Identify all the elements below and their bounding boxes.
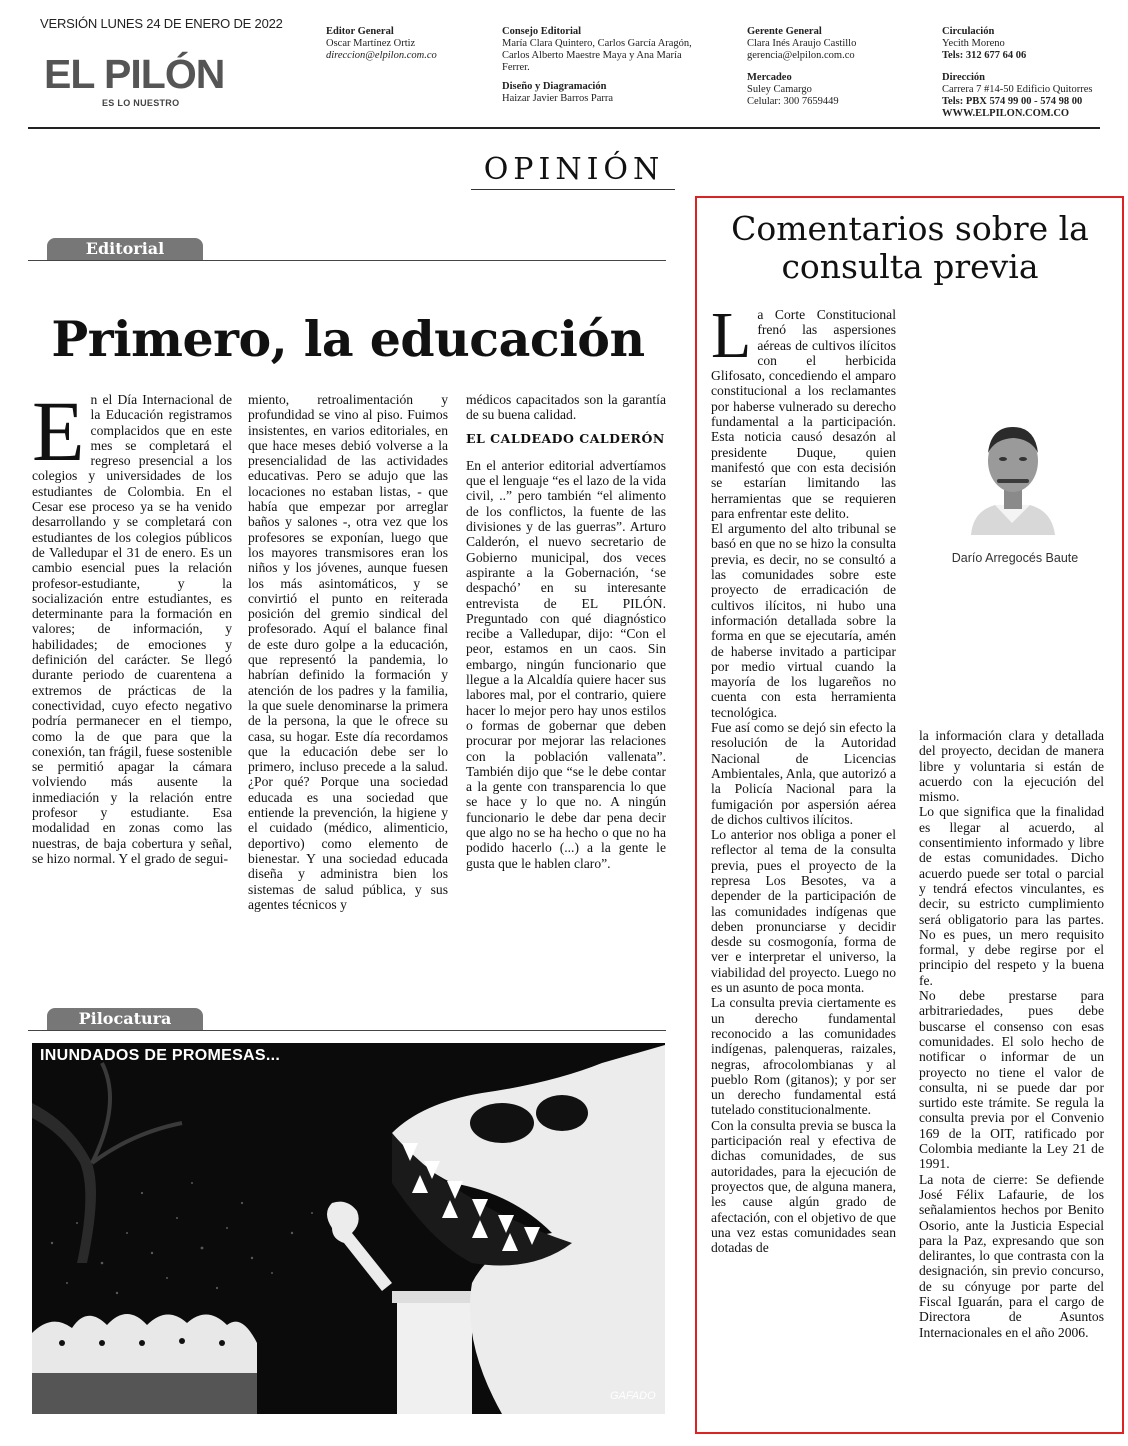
masthead-heading: Consejo Editorial [502,26,582,37]
author-photo [965,413,1060,535]
editorial-column-2 [248,392,448,912]
editorial-text: n el Día Internacional de la Educación registramos complacidos que en este mes se completará el regreso presencial a los colegios y universidades de los estudiantes de Colombia. En el Cesar ese proceso ya se ha venido desarrollando y se completará con estudiantes de los colegios públicos de Valledupar el 31 de enero. Es un cambio esencial pues la relación profesor-estudiante, y la socialización entre estudiantes, es determinante para la formación en valores; de información, y habilidades; de emociones y definición del carácter. Se llegó durante periodo de cuarentena a extremos de prácticas de la conectividad, cuyo efecto negativo podría permanecer en el tiempo, como la de que para que la conexión, tan frágil, fuese sostenible se permitió apagar la cámara volviendo más ausente la inmediación y la relación entre profesor y estudiante. Esa modalidad en zonas como las nuestras, de baja cobertura y señal, se hizo normal. Y el grado de segui- [32,392,232,866]
editorial-column-1 [32,383,232,866]
editorial-text: miento, retroalimentación y profundidad se vino al piso. Fuimos insistentes, en varios editoriales, en que hace meses debió volverse a la presencialidad de las actividades educativas. Pero se adujo que las locaciones no estaban listas, - que había que empezar por arreglar baños y salones -, otra vez que los profesores se exponían, luego que los mayores transmisores eran los niños y los jóvenes, aunque fuesen los más asintomáticos, y se convirtió el punto en reiterada posición del gremio sindical del profesorado. Aquí el balance final de este duro golpe a la educación, que representó la pandemia, lo habrían definido la formación y atención de los padres y la familia, la que suele denominarse la primera de la persona, la que le ofrece su casa, su hogar. Este día recordamos que la educación debe ser lo primero, incluso precede a la salud. ¿Por qué? Porque una sociedad educada es una sociedad que entiende la prevención, la higiene y el cuidado (médico, alimenticio, deportivo) como elemento de bienestar. Y una sociedad educada diseña y administra bien los sistemas de salud pública, y sus agentes técnicos y [248,392,448,912]
masthead-heading: Gerente General [747,26,822,37]
section-title: OPINIÓN [483,152,665,187]
author-name: Darío Arregocés Baute [951,551,1079,565]
masthead-editor [326,26,491,62]
editorial-tab: Editorial [47,238,203,260]
cartoon-signature: GAFADO [610,1390,656,1402]
masthead-circulation [942,26,1122,120]
column-paragraph: a Corte Constitucional frenó las aspersiones aéreas de cultivos ilícitos con el herbicida Glifosato, concediendo el amparo constitucional a los reclamantes por haberse vulnerado su derecho fundamental a la participación. Esta noticia causó desazón al presidente Duque, quien manifestó que con esta decisión se estarían limitando las herramientas que se requieren para enfrentar este delito. [711,307,896,521]
editorial-text: En el anterior editorial advertíamos que el lenguaje “es el lazo de la vida civil, ..” pero también “el alimento de los conflictos, la fuente de las divisiones y de las guerras”. Arturo Calderón, el nuevo secretario de Gobierno municipal, dos veces aspirante a la Gobernación, ‘se despachó’ en su interesante entrevista de EL PILÓN. Preguntado con qué diagnóstico recibe a Valledupar, dijo: “Con el peor, estamos en un caos. Sin embargo, ningún funcionario que llegue a la Alcaldía quiere hacer sus labores mal, por el contrario, quiere hacer lo mejor pero hay unos estilos o formas de gobernar que deben procurar por mejorar las relaciones con la población vallenata”. También dijo que “se le debe contar a la gente con transparencia lo que se hace y lo que no. A ningún funcionario le debe dar pena decir que algo no se ha hecho o que no ha podido hacerlo (...) a la gente le gusta que le hablen claro”. [466,457,666,871]
section-rule [471,189,675,190]
editor-email-link[interactable]: direccion@elpilon.com.co [326,50,437,61]
manager-email-link[interactable]: gerencia@elpilon.com.co [747,50,855,61]
masthead-heading: Editor General [326,26,394,37]
column-paragraph: La consulta previa ciertamente es un derecho fundamental reconocido a las comunidades indígenas, palenqueras, raizales, negras, afrocolombianas y al pueblo Rom (gitanos); y por ser un derecho fundamental está tutelado constitucionalmente. [711,995,896,1118]
column-paragraph: El argumento del alto tribunal se basó en que no se hizo la consulta previa, es decir, no se consultó a las comunidades sobre este proyecto de erradicación de cultivos ilícitos, ni hubo una información detallada sobre la forma en que se ejecutaría, amén de haberse invitado a participar por medio virtual cuando la mayoría de los lugareños no cuenta con esta herramienta tecnológica. [711,521,896,720]
cartoon-drawing [32,1043,665,1414]
column-paragraph: Lo que significa que la finalidad es llegar al acuerdo, al consentimiento informado y libre de estas comunidades. Dicho acuerdo puede ser total o parcial y tendrá efectos vinculantes, es decir, su estricto cumplimiento será obligatorio para las partes. No es pues, un mero requisito formal, y debe regirse por el principio del respeto y la buena fe. [919,804,1104,988]
cartoon-rule [28,1030,666,1031]
edition-date: VERSIÓN LUNES 24 DE ENERO DE 2022 [40,16,283,31]
editorial-rule [28,260,666,261]
column-paragraph: Fue así como se dejó sin efecto la resolución de la Autoridad Nacional de Licencias Ambientales, Anla, que autorizó a la Policía Nacional para la fumigación por aspersión aérea de dichos cultivos ilícitos. [711,720,896,827]
editorial-text: médicos capacitados son la garantía de su buena calidad. [466,392,666,423]
newspaper-logo[interactable]: EL PILÓN [44,51,225,97]
cartoon-illustration [32,1043,665,1414]
masthead-council [502,26,722,105]
masthead-line: Yecith Moreno [942,38,1005,49]
masthead-line: Oscar Martínez Ortiz [326,38,416,49]
website-link[interactable]: WWW.ELPILON.COM.CO [942,108,1070,119]
masthead-line: Clara Inés Araujo Castillo [747,38,857,49]
masthead-line: María Clara Quintero, Carlos García Aragón, [502,38,692,49]
drop-cap: L [711,299,752,372]
masthead-line: Tels: 312 677 64 06 [942,50,1027,61]
masthead-heading: Mercadeo [747,72,792,83]
logo-tagline: ES LO NUESTRO [102,98,180,108]
column-paragraph: la información clara y detallada del proyecto, decidan de manera libre y voluntaria si están de acuerdo con la ejecución del mismo. [919,728,1104,805]
masthead-line: Carrera 7 #14-50 Edificio Quitorres [942,84,1093,95]
column-text-left [711,299,896,1256]
column-title: Comentarios sobre la consulta previa [731,209,1089,286]
column-paragraph: Con la consulta previa se busca la participación real y efectiva de dichas comunidades, de sus autoridades, para la ejecución de proyectos que, de alguna manera, les cause algún grado de afectación, con el objetivo de que una vez estas comunidades sean dotadas de [711,1117,896,1256]
editorial-subhead: EL CALDEADO CALDERÓN [466,430,665,446]
masthead-line: Carlos Alberto Maestre Maya y Ana María [502,50,682,61]
masthead-line: Suley Camargo [747,84,812,95]
cartoon-tab: Pilocatura [47,1008,203,1030]
masthead-heading: Diseño y Diagramación [502,81,607,92]
masthead-line: Celular: 300 7659449 [747,96,839,107]
masthead-line: Tels: PBX 574 99 00 - 574 98 00 [942,96,1083,107]
drop-cap: E [32,383,85,479]
masthead-line: Haizar Javier Barros Parra [502,93,614,104]
masthead-manager [747,26,917,108]
masthead-line: Ferrer. [502,62,530,73]
column-paragraph: Lo anterior nos obliga a poner el reflector al tema de la consulta previa, pues el proyecto de la represa Los Besotes, va a depender de la participación de las comunidades indígenas que deben pronunciarse y decidir desde su cosmogonía, forma de ver e interpretar el universo, la viabilidad del proyecto. Luego no es un asunto de poca monta. [711,827,896,996]
editorial-headline: Primero, la educación [51,310,645,368]
column-text-right [919,728,1104,1340]
column-paragraph: No debe prestarse para arbitrariedades, pues debe buscarse el consenso con esas comunidades. El solo hecho de notificar o informar de un proyecto no tiene el valor de consulta, ni se puede dar por surtido este trámite. Se regula la consulta previa por el Convenio 169 de la OIT, ratificado por Colombia mediante la Ley 21 de 1991. [919,988,1104,1172]
masthead-rule [28,127,1100,129]
masthead-heading: Dirección [942,72,985,83]
cartoon-caption: INUNDADOS DE PROMESAS... [40,1047,281,1064]
editorial-column-3 [466,392,666,871]
column-paragraph: La nota de cierre: Se defiende José Félix Lafaurie, de los señalamientos hechos por Benito Osorio, ante la Justicia Especial para la Paz, expresando que son delirantes, lo que contrasta con la designación, sin previo concurso, de su cónyuge por parte del Fiscal Iguarán, para el cargo de Directora de Asuntos Internacionales en el año 2006. [919,1171,1104,1340]
masthead-heading: Circulación [942,26,995,37]
